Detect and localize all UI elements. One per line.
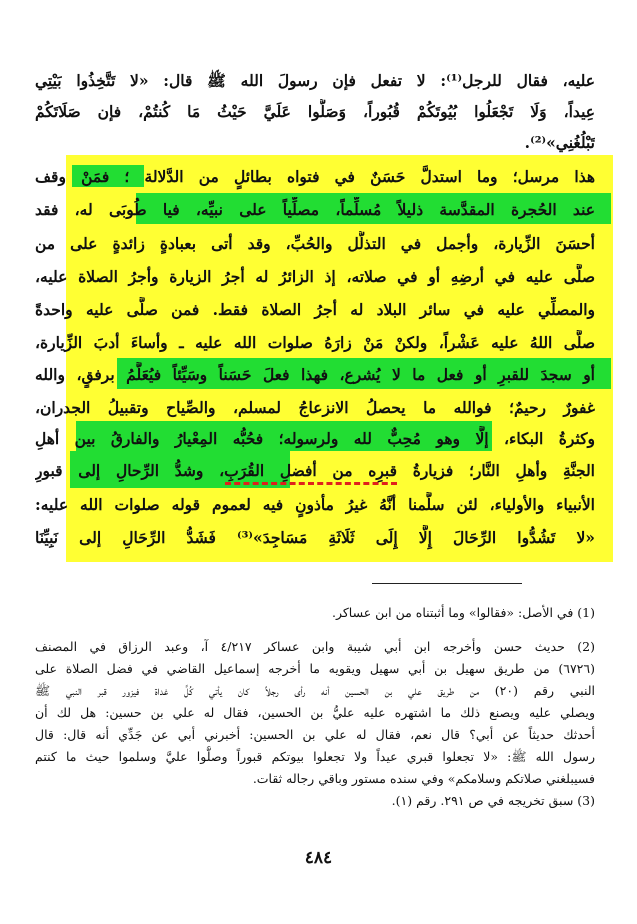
footnote-line: (1) في الأصل: «فقالوا» وما أثبتناه من ابن عساكر. — [331, 605, 595, 620]
body-line: تَبْلُغُنِي»⁽²⁾. — [524, 133, 595, 152]
page-number: ٤٨٤ — [304, 848, 333, 868]
highlighted-line: هذا مرسل؛ وما استدلَّ حَسَنٌ في فتواه بطائلٍ من الدَّلالة ؛ فمَنْ وقف — [35, 167, 595, 186]
highlighted-line: «لا تَشُدُّوا الرِّحَالَ إِلَّا إِلَى ثَلَاثَةِ مَسَاجِدَ»⁽³⁾ فَشَدُّ الرِّحَالِ إلى نَبِيِّنَا — [35, 528, 595, 547]
highlighted-line: الجنَّةِ وأهلِ النَّار؛ فزيارةُ قبرِه من أفضلِ القُرَبِ، وشدُّ الرِّحالِ إلى قبورِ — [35, 461, 595, 480]
highlighted-line: أحسَنَ الزِّيارة، وأجمل في التذلُّل والحُبِّ، وقد أتى بعبادةٍ زائدةٍ على من — [35, 234, 595, 253]
footnote-line: (٦٧٢٦) من طريق سهيل بن أبي سهيل ويقويه ما أخرجه إسماعيل القاضي في فضل الصلاة على — [35, 661, 595, 676]
body-line: عليه، فقال للرجل⁽¹⁾: لا تفعل فإن رسولَ الله ﷺ قال: «لا تَتَّخِذُوا بَيْتِي — [35, 71, 595, 90]
highlighted-line: والمصلِّي عليه في سائر البلاد له أجرُ الصلاة فقط. فمن صلَّى عليه واحدةً — [35, 300, 595, 319]
highlighted-line: صلَّى اللهُ عليه عَشْراً، ولكنْ مَنْ زارَهُ صلوات الله عليه ـ وأساءَ أدبَ الزِّيارة، — [35, 333, 595, 352]
highlighted-line: صلَّى عليه في أرضِهِ أو في صلاته، إذ الزائرُ له أجرُ الزيارة وأجرُ الصلاة عليه، — [35, 267, 595, 286]
footnote-line: ويصلي عليه ويصنع ذلك ما اشتهره عليه عليُّ بن الحسين، فقال له علي بن حسين: هل لك أن — [35, 705, 595, 720]
highlighted-line: وكثرةُ البكاء، إلَّا وهو مُحِبٌّ لله ولرسوله؛ فحُبُّه المِعْيارُ والفارقُ بين أهلِ — [35, 429, 595, 448]
footnote-line: (2) حديث حسن وأخرجه ابن أبي شيبة وابن عساكر ٤/٢١٧ آ، وعبد الرزاق في المصنف — [35, 639, 595, 654]
highlighted-line: غفورٌ رحيمٌ؛ فوالله ما يحصلُ الانزعاجُ لمسلم، والصِّياح وتقبيلُ الجدران، — [35, 398, 595, 417]
footnote-separator — [372, 583, 522, 584]
footnote-line: النبي رقم (٢٠) من طريق علي بن الحسين أنه رأى رجلاً كان يأتي كُلَّ غداة فيزور قبر النبي ﷺ — [35, 683, 595, 698]
body-line: عِيداً، وَلَا تَجْعَلُوا بُيُوتَكُمْ قُبُوراً، وَصَلُّوا عَلَيَّ حَيْثُ مَا كُنتُمْ، فإن صَلَاتَكُمْ — [35, 102, 595, 121]
footnote-line: (3) سبق تخريجه في ص ٢٩١. رقم (١). — [391, 793, 595, 808]
highlighted-line: الأنبياء والأولياء، لئن سلَّمنا أنَّهُ غيرُ مأذونٍ فيه لعموم قوله صلوات الله عليه: — [35, 495, 595, 514]
footnote-line: فسيبلغني صلاتكم وسلامكم» وفي سنده مستور وباقي رجاله ثقات. — [252, 771, 595, 786]
highlighted-line: أو سجدَ للقبرِ أو فعل ما لا يُشرع، فهذا فعلَ حَسَناً وسَيِّئاً فيُعَلَّمُ برفقٍ، والله — [35, 365, 595, 384]
highlighted-line: عند الحُجرة المقدَّسة ذليلاً مُسلِّماً، مصلِّياً على نبيِّه، فيا طُوبَى له، فقد — [35, 200, 595, 219]
footnote-line: رسول الله ﷺ: «لا تجعلوا قبري عيداً ولا تجعلوا بيوتكم قبوراً وصلُّوا عليَّ وسلموا حيث ما كنتم — [35, 749, 595, 764]
footnote-line: أحدثك حديثاً عن أبي؟ قال نعم، فقال له علي بن الحسين: أخبرني أبي عن جَدِّي أنه قال: قال — [35, 727, 595, 742]
